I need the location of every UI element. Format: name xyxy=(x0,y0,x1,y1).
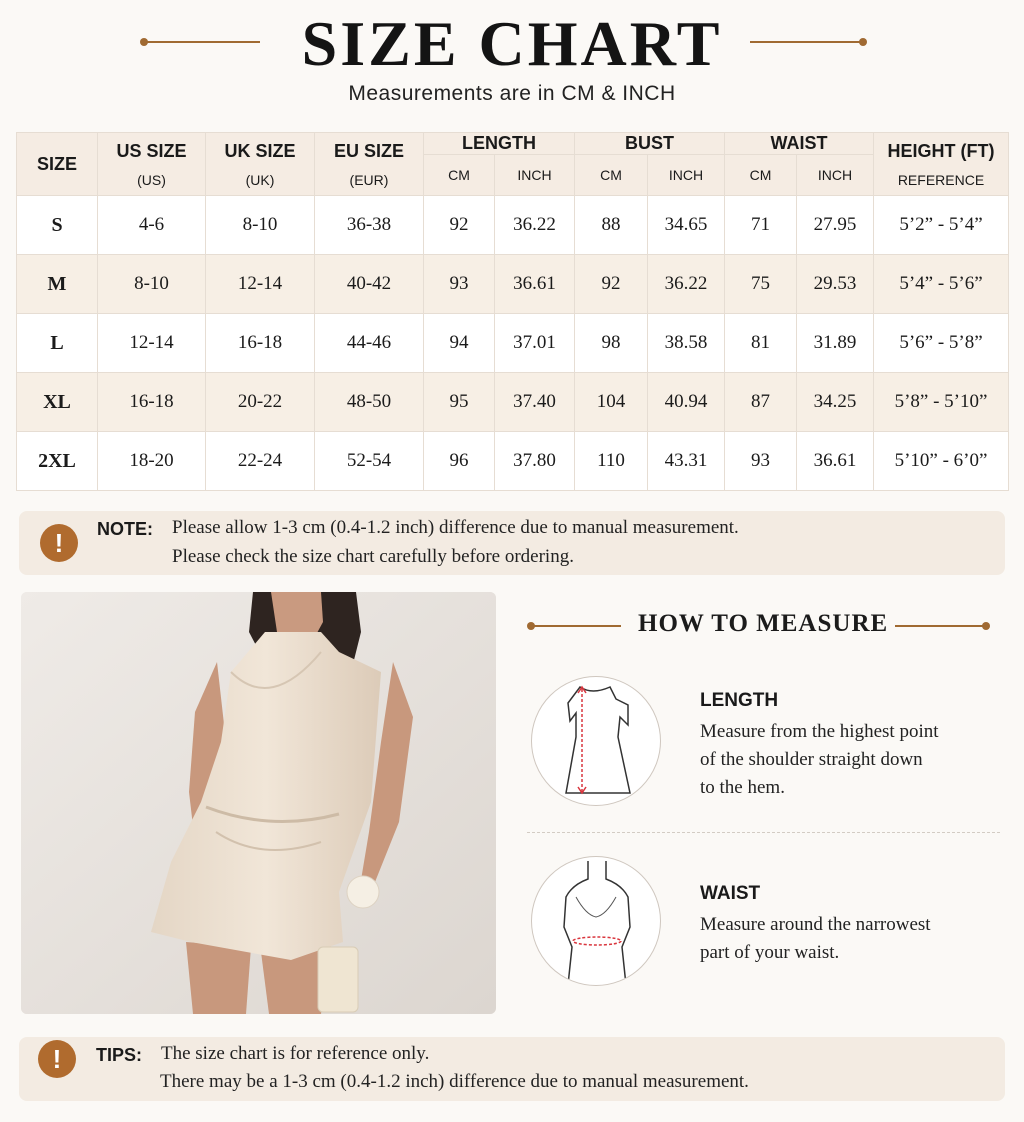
cell-length-inch: 37.40 xyxy=(495,373,575,432)
cell-length-cm: 95 xyxy=(424,373,495,432)
cell-bust-inch: 36.22 xyxy=(648,255,725,314)
waist-diagram xyxy=(531,856,661,986)
header-length-inch: INCH xyxy=(495,155,575,196)
cell-length-inch: 37.01 xyxy=(495,314,575,373)
cell-bust-cm: 104 xyxy=(575,373,648,432)
cell-waist-inch: 27.95 xyxy=(797,196,874,255)
cell-waist-inch: 34.25 xyxy=(797,373,874,432)
cell-length-inch: 36.61 xyxy=(495,255,575,314)
cell-size: S xyxy=(17,196,98,255)
cell-us: 8-10 xyxy=(98,255,206,314)
header-length: LENGTH xyxy=(424,133,575,155)
header-bust-inch: INCH xyxy=(648,155,725,196)
cell-waist-cm: 81 xyxy=(725,314,797,373)
cell-waist-cm: 87 xyxy=(725,373,797,432)
cell-waist-cm: 75 xyxy=(725,255,797,314)
note-line-2: Please check the size chart carefully before ordering. xyxy=(172,546,574,567)
cell-waist-cm: 71 xyxy=(725,196,797,255)
cell-uk: 22-24 xyxy=(206,432,315,491)
cell-height: 5’4” - 5’6” xyxy=(874,255,1009,314)
header-waist-cm: CM xyxy=(725,155,797,196)
cell-size: 2XL xyxy=(17,432,98,491)
header-length-cm: CM xyxy=(424,155,495,196)
cell-eu: 44-46 xyxy=(315,314,424,373)
note-label: NOTE: xyxy=(97,519,153,539)
tips-line-2: There may be a 1-3 cm (0.4-1.2 inch) difference due to manual measurement. xyxy=(160,1071,749,1092)
cell-bust-inch: 34.65 xyxy=(648,196,725,255)
cell-uk: 20-22 xyxy=(206,373,315,432)
waist-title: WAIST xyxy=(700,883,761,904)
header-waist-inch: INCH xyxy=(797,155,874,196)
cell-eu: 48-50 xyxy=(315,373,424,432)
tips-label: TIPS: xyxy=(96,1045,143,1065)
cell-bust-inch: 43.31 xyxy=(648,432,725,491)
cell-eu: 52-54 xyxy=(315,432,424,491)
htm-decoration-left xyxy=(529,625,621,627)
note-line-1: Please allow 1-3 cm (0.4-1.2 inch) difference due to manual measurement. xyxy=(172,517,739,538)
header-height: HEIGHT (FT) REFERENCE xyxy=(874,133,1009,196)
title-decoration-right xyxy=(750,41,865,43)
size-table xyxy=(16,132,1009,491)
how-to-measure-title: HOW TO MEASURE xyxy=(638,610,889,637)
cell-waist-inch: 36.61 xyxy=(797,432,874,491)
header-waist: WAIST xyxy=(725,133,874,155)
header-eu-size: EU SIZE (EUR) xyxy=(315,133,424,196)
table-row xyxy=(17,432,1009,491)
cell-height: 5’8” - 5’10” xyxy=(874,373,1009,432)
waist-icon xyxy=(532,857,660,985)
tips-banner xyxy=(19,1037,1005,1101)
model-in-dress-illustration xyxy=(21,592,496,1014)
cell-height: 5’10” - 6’0” xyxy=(874,432,1009,491)
cell-eu: 36-38 xyxy=(315,196,424,255)
cell-bust-cm: 92 xyxy=(575,255,648,314)
cell-eu: 40-42 xyxy=(315,255,424,314)
cell-size: M xyxy=(17,255,98,314)
cell-length-cm: 93 xyxy=(424,255,495,314)
cell-us: 18-20 xyxy=(98,432,206,491)
length-diagram xyxy=(531,676,661,806)
cell-height: 5’2” - 5’4” xyxy=(874,196,1009,255)
waist-description: Measure around the narrowest part of your waist. xyxy=(700,914,931,963)
cell-bust-cm: 98 xyxy=(575,314,648,373)
table-row xyxy=(17,314,1009,373)
cell-us: 16-18 xyxy=(98,373,206,432)
note-banner xyxy=(19,511,1005,575)
length-description: Measure from the highest point of the shoulder straight down to the hem. xyxy=(700,721,939,798)
header-uk-size: UK SIZE (UK) xyxy=(206,133,315,196)
cell-bust-inch: 40.94 xyxy=(648,373,725,432)
table-row xyxy=(17,255,1009,314)
cell-length-cm: 94 xyxy=(424,314,495,373)
section-divider xyxy=(527,832,1000,833)
cell-length-inch: 36.22 xyxy=(495,196,575,255)
cell-height: 5’6” - 5’8” xyxy=(874,314,1009,373)
cell-waist-cm: 93 xyxy=(725,432,797,491)
header-us-size: US SIZE (US) xyxy=(98,133,206,196)
cell-uk: 12-14 xyxy=(206,255,315,314)
length-title: LENGTH xyxy=(700,690,779,711)
cell-length-cm: 92 xyxy=(424,196,495,255)
header-bust-cm: CM xyxy=(575,155,648,196)
page-subtitle: Measurements are in CM & INCH xyxy=(348,82,676,105)
cell-size: XL xyxy=(17,373,98,432)
cell-uk: 16-18 xyxy=(206,314,315,373)
cell-waist-inch: 31.89 xyxy=(797,314,874,373)
table-row xyxy=(17,373,1009,432)
table-row xyxy=(17,196,1009,255)
cell-size: L xyxy=(17,314,98,373)
warning-icon: ! xyxy=(38,1040,76,1078)
product-photo xyxy=(21,592,496,1014)
header-bust: BUST xyxy=(575,133,725,155)
htm-decoration-right xyxy=(895,625,988,627)
cell-length-cm: 96 xyxy=(424,432,495,491)
cell-bust-cm: 110 xyxy=(575,432,648,491)
cell-waist-inch: 29.53 xyxy=(797,255,874,314)
cell-bust-cm: 88 xyxy=(575,196,648,255)
tips-line-1: The size chart is for reference only. xyxy=(161,1043,430,1064)
cell-us: 4-6 xyxy=(98,196,206,255)
cell-length-inch: 37.80 xyxy=(495,432,575,491)
dress-length-icon xyxy=(532,677,660,805)
header-size: SIZE xyxy=(17,133,98,196)
cell-us: 12-14 xyxy=(98,314,206,373)
cell-bust-inch: 38.58 xyxy=(648,314,725,373)
page-title: SIZE CHART xyxy=(301,8,723,79)
warning-icon: ! xyxy=(40,524,78,562)
cell-uk: 8-10 xyxy=(206,196,315,255)
